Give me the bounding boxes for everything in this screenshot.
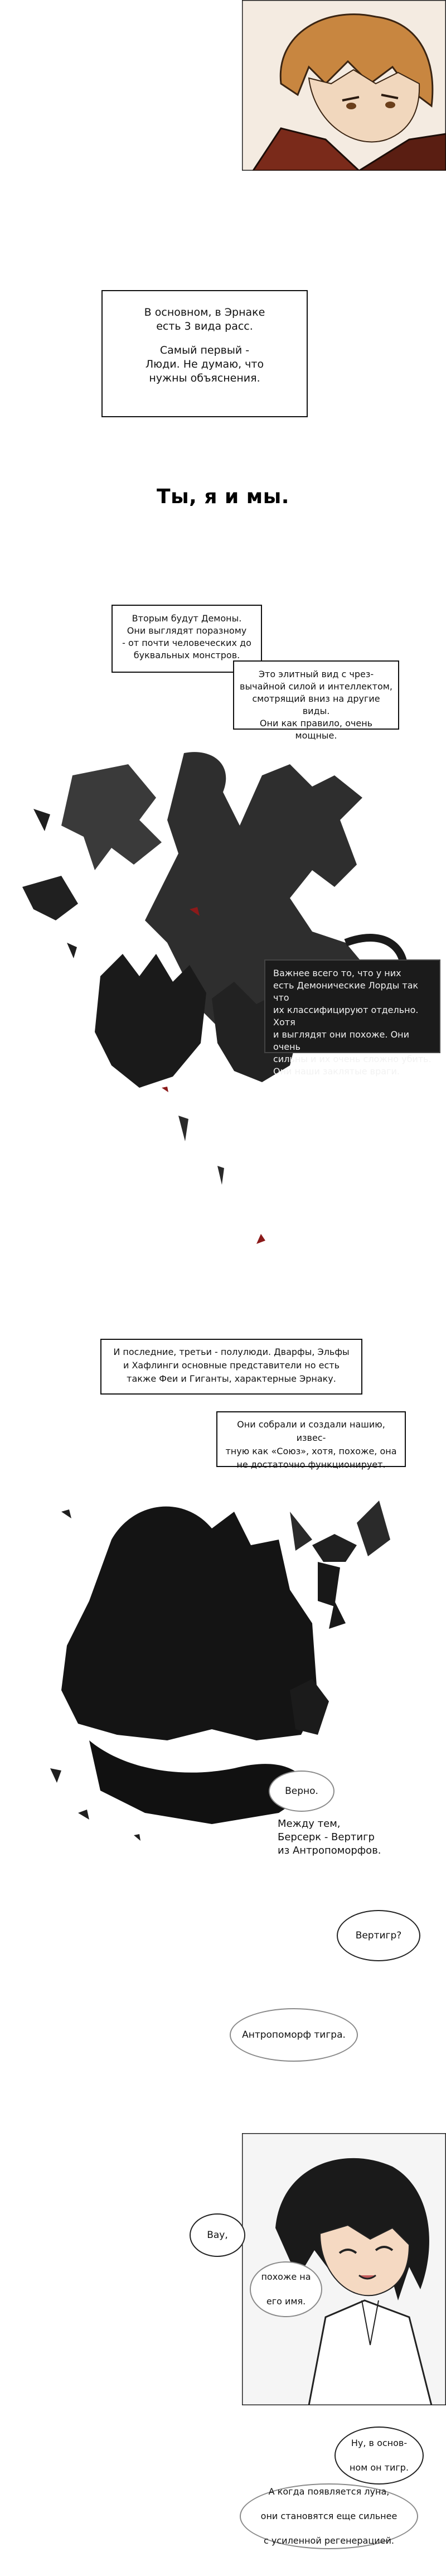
speech-text: Вау,	[207, 2230, 228, 2241]
panel-portrait-top	[242, 0, 446, 171]
narration-box-races-intro	[101, 290, 308, 417]
speech-text: Между тем,	[278, 1818, 341, 1830]
speech-bubble-vertigr-question	[337, 1910, 420, 1961]
narration-line: тную как «Союз», хотя, похоже, она	[225, 1446, 397, 1456]
narration-line: смотрящий вниз на другие виды.	[252, 693, 380, 716]
narration-line: Они наши заклятые враги.	[273, 1066, 400, 1077]
narration-line: - от почти человеческих до	[122, 638, 251, 648]
narration-line: буквальных монстров.	[133, 650, 240, 660]
narration-line: и выглядят они похоже. Они очень	[273, 1029, 410, 1052]
narration-box-demons-3	[264, 959, 440, 1077]
speech-bubble-basically-tiger	[334, 2427, 424, 2485]
narration-line: Вторым будут Демоны.	[132, 613, 242, 624]
narration-line: вычайной силой и интеллектом,	[240, 681, 392, 692]
narration-line: И последние, третьи - полулюди. Дварфы, Эльфы	[113, 1347, 350, 1357]
character-portrait-illustration	[242, 0, 446, 171]
speech-text: Вертигр?	[355, 1930, 402, 1941]
narration-line: и Хафлинги основные представители но есть	[123, 1360, 340, 1371]
speech-text: Верно.	[285, 1786, 318, 1797]
narration-line: Люди. Не думаю, что	[145, 358, 264, 370]
narration-line: нужны объяснения.	[149, 372, 260, 384]
speech-text-block	[278, 1817, 411, 1858]
speech-text: они становятся еще сильнее	[260, 2511, 397, 2521]
speech-text: ном он тигр.	[349, 2462, 409, 2473]
narration-box-demihumans-1	[100, 1339, 362, 1395]
speech-bubble-right	[269, 1771, 334, 1812]
speech-text: Ну, в основ-	[351, 2438, 408, 2448]
chapter-title: Ты, я и мы.	[157, 485, 289, 508]
narration-line: В основном, в Эрнаке	[144, 306, 265, 319]
narration-line: не достаточно функционирует.	[236, 1459, 386, 1470]
narration-box-demihumans-2	[216, 1411, 406, 1470]
speech-bubble-looks-like	[250, 2261, 322, 2317]
speech-text: из Антропоморфов.	[278, 1845, 381, 1856]
narration-box-demons-2	[233, 660, 399, 741]
narration-line: их классифицируют отдельно. Хотя	[273, 1005, 419, 1027]
speech-text: его имя.	[266, 2296, 306, 2307]
narration-line: сильны и их очень сложно убить.	[273, 1054, 432, 1064]
speech-text: Антропоморф тигра.	[242, 2029, 346, 2040]
speech-text: А когда появляется луна,	[268, 2486, 390, 2497]
narration-line: Они выглядят поразному	[127, 625, 247, 636]
speech-bubble-moon	[240, 2483, 418, 2549]
speech-bubble-anthro-tiger	[230, 2008, 358, 2062]
narration-line: Это элитный вид с чрез-	[258, 669, 374, 679]
narration-line: есть Демонические Лорды так что	[273, 980, 419, 1003]
speech-text: похоже на	[261, 2271, 311, 2282]
speech-text: с усиленной регенерацией.	[264, 2535, 394, 2546]
falling-fragments-decoration	[145, 1071, 368, 1250]
narration-line: Важнее всего то, что у них	[273, 968, 401, 978]
narration-line: также Феи и Гиганты, характерные Эрнаку.	[127, 1373, 336, 1384]
narration-line: есть 3 вида расс.	[156, 320, 253, 332]
narration-line: Самый первый -	[159, 344, 250, 356]
speech-text: Берсерк - Вертигр	[278, 1831, 375, 1843]
narration-line: Они собрали и создали нашию, извес-	[237, 1419, 385, 1443]
narration-line: Они как правило, очень мощные.	[259, 718, 373, 741]
speech-bubble-wow	[190, 2213, 245, 2257]
